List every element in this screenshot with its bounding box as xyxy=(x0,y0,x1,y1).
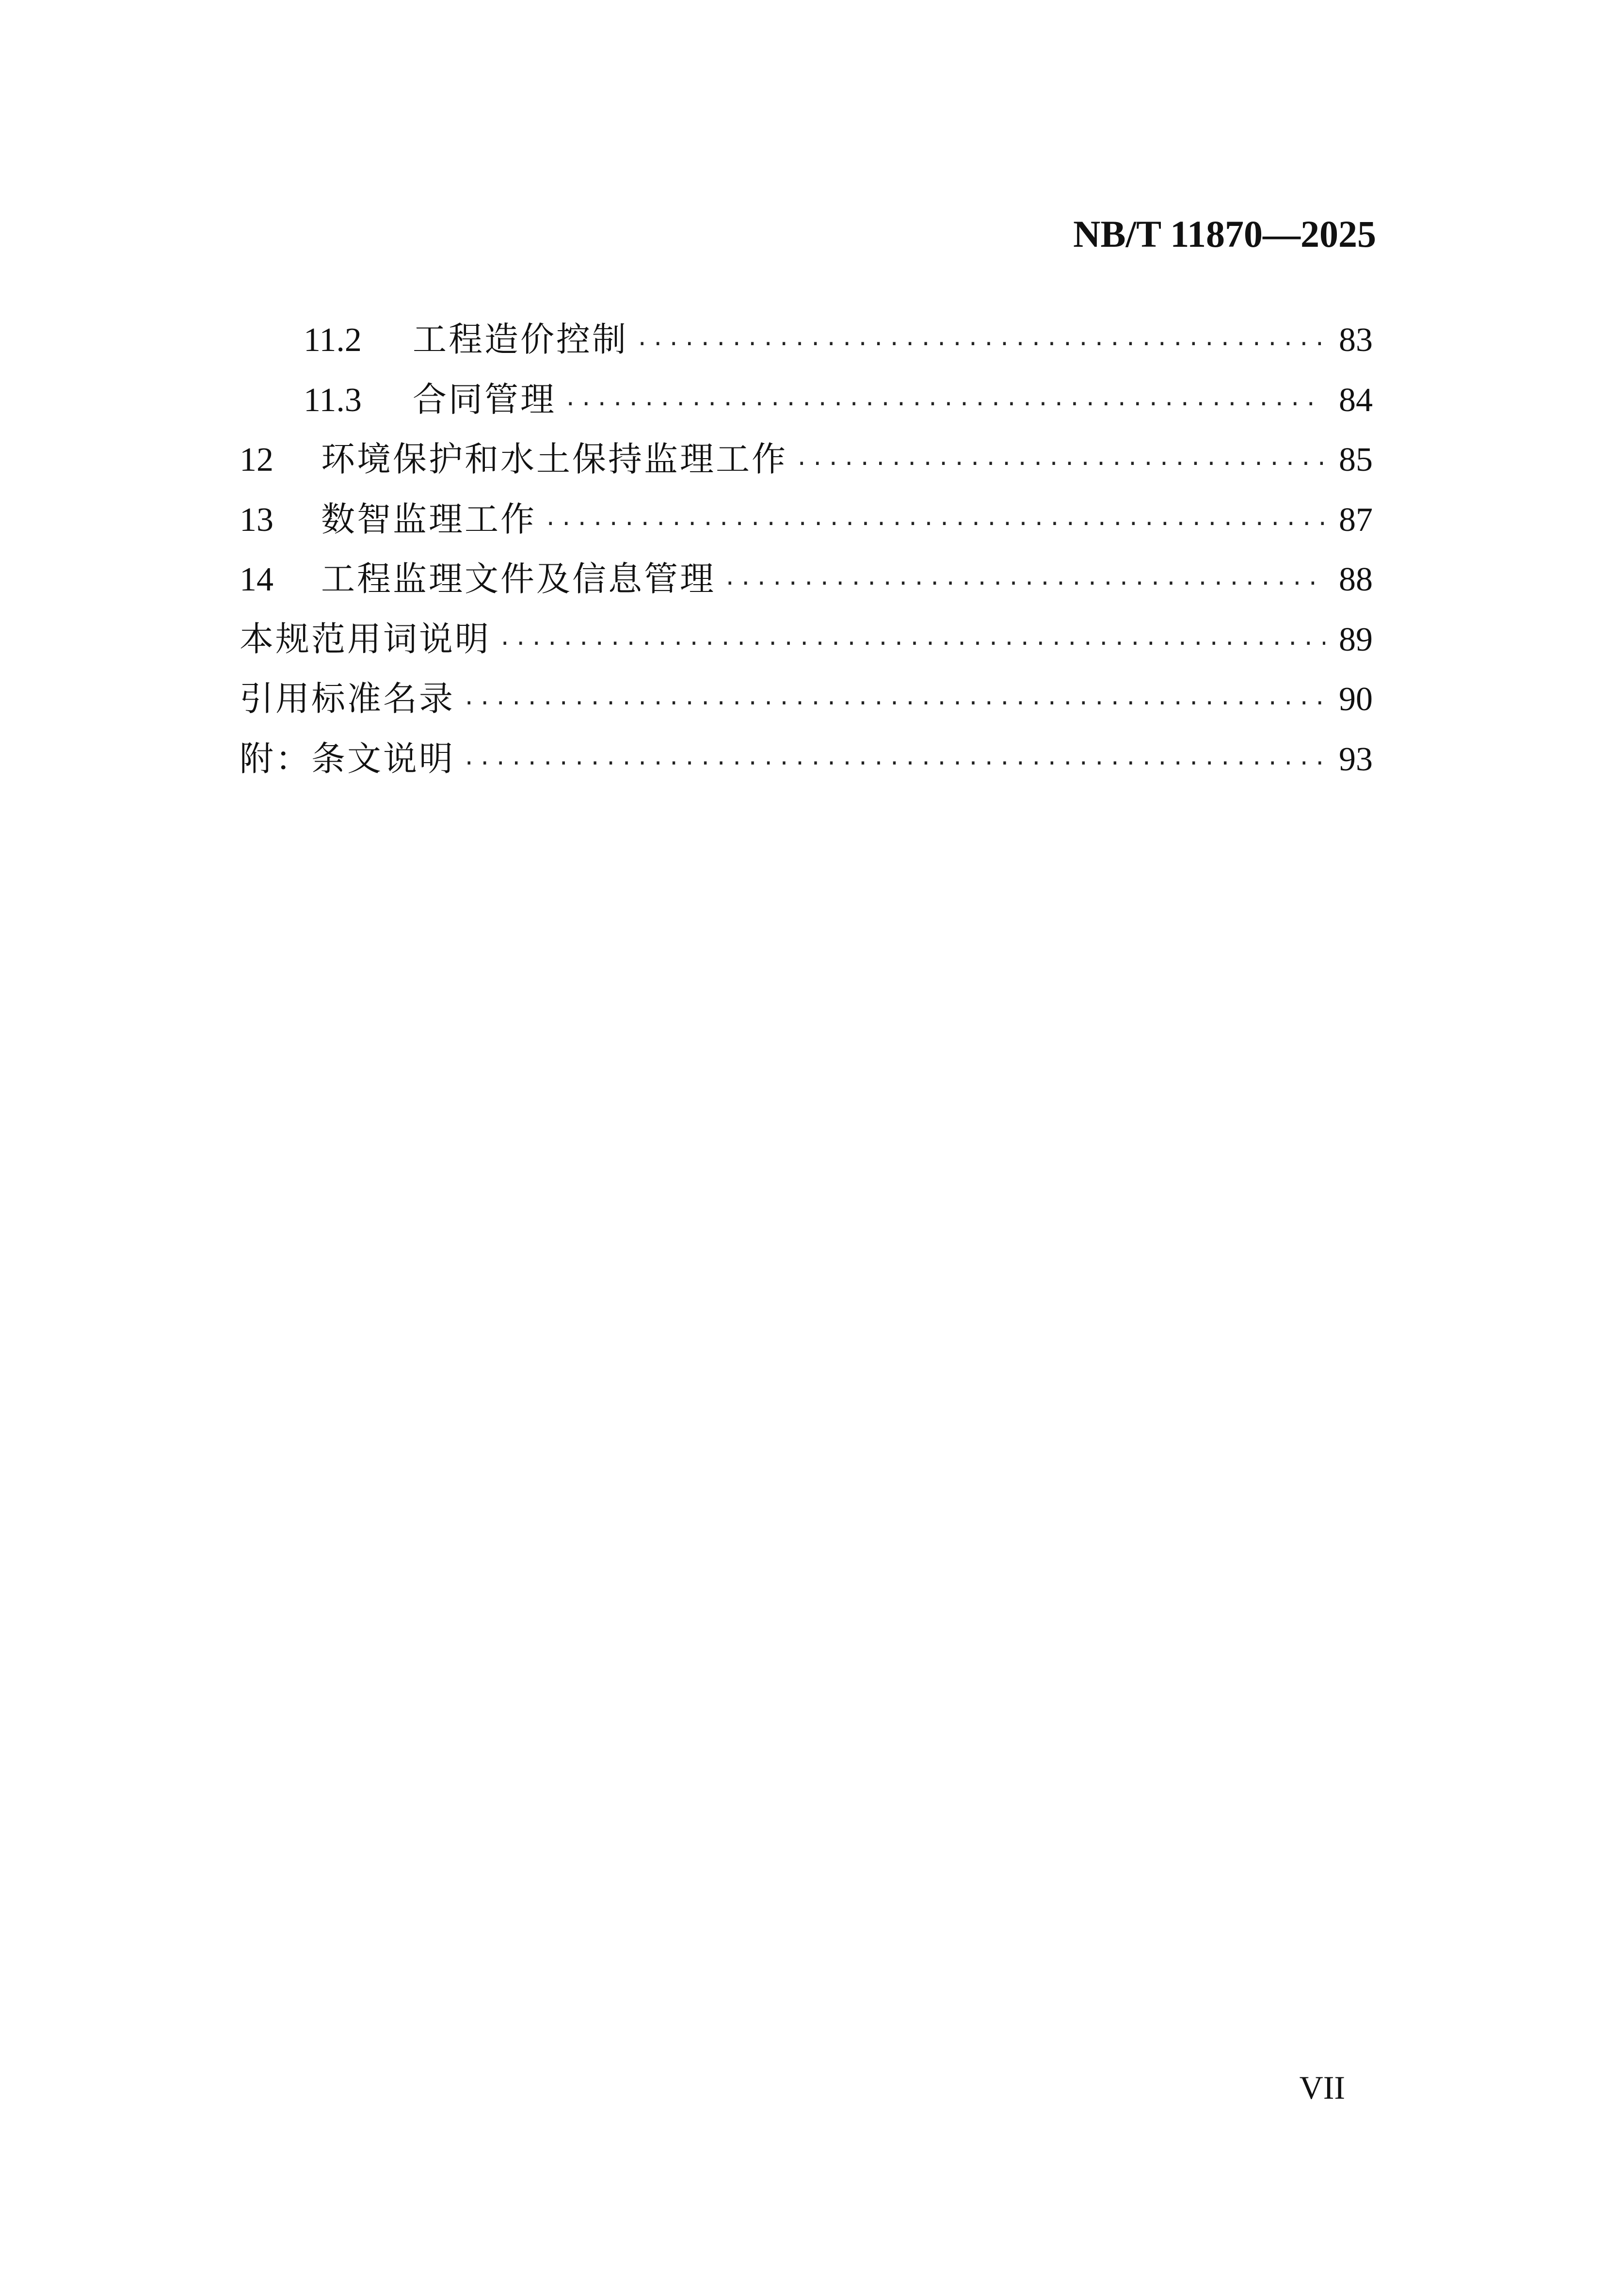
toc-entry-clause-explanation[interactable] xyxy=(240,729,1373,789)
toc-entry-terms-explanation[interactable] xyxy=(240,609,1373,670)
toc-entry-page: 87 xyxy=(1339,501,1373,539)
toc-entry-14[interactable] xyxy=(240,549,1373,609)
toc-entry-page: 85 xyxy=(1339,441,1373,478)
dot-leader xyxy=(544,494,1325,554)
toc-entry-title: 合同管理 xyxy=(413,379,556,419)
toc-entry-page: 83 xyxy=(1339,321,1373,359)
dot-leader xyxy=(564,374,1325,434)
page-number-footer: VII xyxy=(1299,2069,1345,2106)
toc-entry-title: 工程监理文件及信息管理 xyxy=(321,559,716,599)
table-of-contents xyxy=(240,310,1373,789)
toc-entry-referenced-standards[interactable] xyxy=(240,669,1373,729)
toc-entry-title: 环境保护和水土保持监理工作 xyxy=(321,439,787,479)
toc-entry-number: 11.2 xyxy=(304,321,362,359)
toc-entry-number: 11.3 xyxy=(304,381,362,419)
toc-entry-page: 93 xyxy=(1339,740,1373,778)
toc-entry-13[interactable] xyxy=(240,490,1373,550)
toc-entry-page: 88 xyxy=(1339,561,1373,598)
dot-leader xyxy=(723,554,1325,614)
toc-entry-12[interactable] xyxy=(240,430,1373,490)
toc-entry-number: 14 xyxy=(240,561,273,598)
toc-entry-number: 12 xyxy=(240,441,273,478)
dot-leader xyxy=(636,314,1325,374)
toc-entry-title: 工程造价控制 xyxy=(413,319,628,359)
dot-leader xyxy=(795,434,1325,494)
toc-entry-page: 84 xyxy=(1339,381,1373,419)
toc-entry-11-3[interactable] xyxy=(240,370,1373,430)
dot-leader xyxy=(463,673,1325,733)
toc-entry-title: 引用标准名录 xyxy=(240,679,455,718)
toc-entry-page: 90 xyxy=(1339,681,1373,718)
dot-leader xyxy=(463,733,1325,794)
toc-entry-title: 本规范用词说明 xyxy=(240,619,491,659)
standard-number-header: NB/T 11870—2025 xyxy=(1073,213,1376,255)
toc-entry-11-2[interactable] xyxy=(240,310,1373,370)
dot-leader xyxy=(498,614,1325,674)
toc-entry-title: 数智监理工作 xyxy=(321,499,536,539)
toc-entry-title: 附：条文说明 xyxy=(240,738,455,779)
toc-entry-number: 13 xyxy=(240,501,273,539)
toc-entry-page: 89 xyxy=(1339,621,1373,658)
